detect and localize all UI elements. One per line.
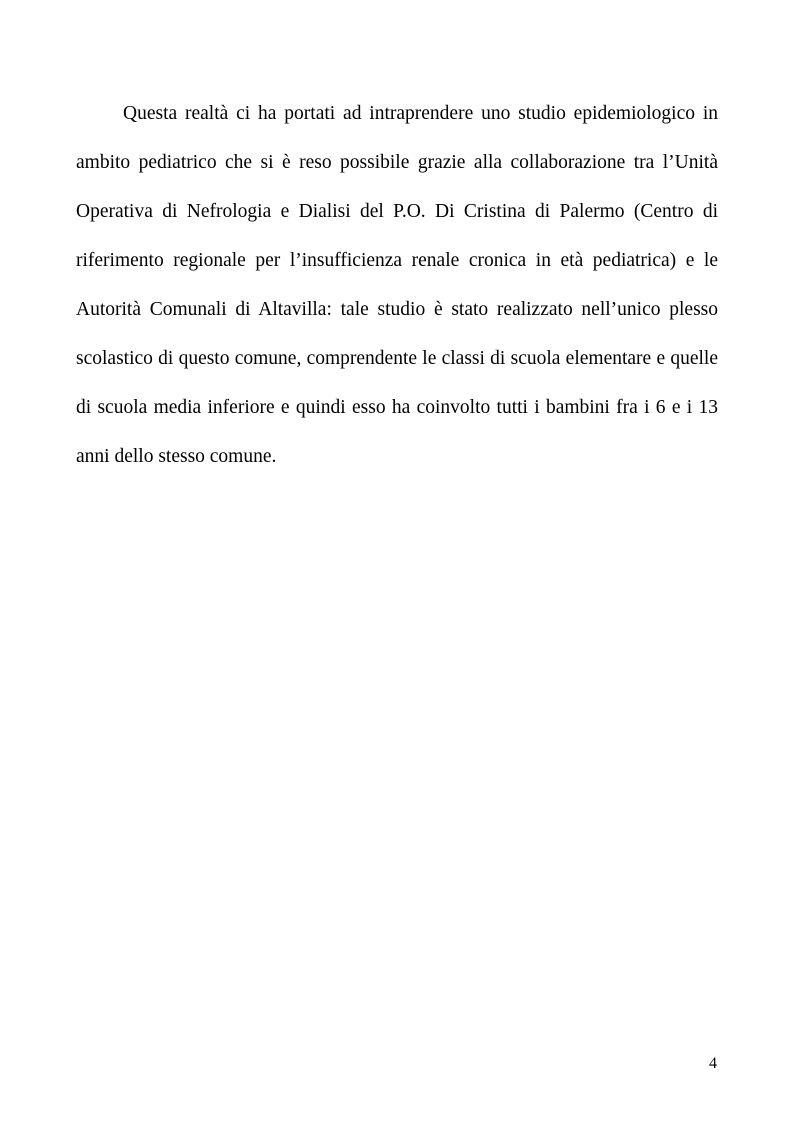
body-paragraph: Questa realtà ci ha portati ad intraprendere uno studio epidemiologico in ambito pediatrico che si è reso possibile grazie alla collaborazione tra l’Unità Operativa di Nefrologia e Dialisi del P.O. Di Cristina di Palermo (Centro di riferimento regionale per l’insufficienza renale cronica in età pediatrica) e le Autorità Comunali di Altavilla: tale studio è stato realizzato nell’unico plesso scolastico di questo comune, comprendente le classi di scuola elementare e quelle di scuola media inferiore e quindi esso ha coinvolto tutti i bambini fra i 6 e i 13 anni dello stesso comune. <box>76 103 718 467</box>
page-number: 4 <box>709 1055 717 1072</box>
